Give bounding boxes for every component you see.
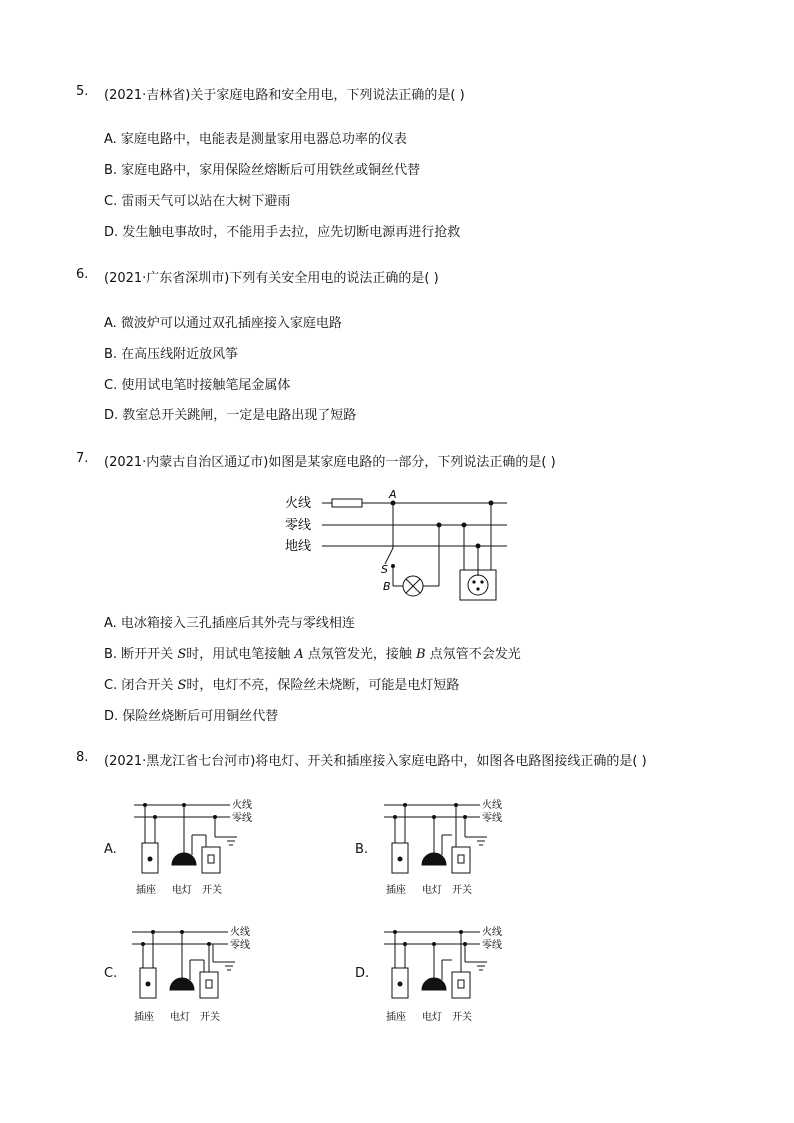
- switch-label: 开关: [452, 885, 472, 896]
- junction-dot: [391, 564, 395, 568]
- option-b: B. 断开开关 S时，用试电笔接触 A 点氖管发光，接触 B 点氖管不会发光: [104, 647, 521, 662]
- choice-a-label: A.: [104, 842, 117, 857]
- lamp-label: 电灯: [172, 885, 192, 896]
- junction-dot: [462, 523, 467, 528]
- switch-s-label: S: [381, 563, 388, 576]
- question-number: 8.: [76, 750, 89, 765]
- wiring-diagram-d: [378, 920, 513, 1025]
- point-a-label: A: [389, 488, 397, 501]
- choice-c-label: C.: [104, 966, 118, 981]
- fuse: [332, 499, 362, 507]
- lamp-label: 电灯: [422, 885, 442, 896]
- choice-b-label: B.: [355, 842, 369, 857]
- live-wire-label: 火线: [285, 496, 312, 511]
- socket-label: 插座: [386, 885, 406, 896]
- neutral-wire-label: 零线: [482, 940, 502, 951]
- switch-label: 开关: [202, 885, 222, 896]
- option-b: B. 家庭电路中，家用保险丝熔断后可用铁丝或铜丝代替: [104, 163, 421, 178]
- option-d: D. 发生触电事故时，不能用手去拉，应先切断电源再进行抢救: [104, 225, 461, 240]
- question-stem: (2021·吉林省)关于家庭电路和安全用电，下列说法正确的是( ): [104, 88, 465, 103]
- question-number: 6.: [76, 267, 89, 282]
- junction-dot: [437, 523, 442, 528]
- option-c: C. 闭合开关 S时，电灯不亮，保险丝未烧断，可能是电灯短路: [104, 678, 460, 693]
- neutral-wire-label: 零线: [285, 518, 312, 533]
- question-number: 7.: [76, 451, 89, 466]
- switch-label: 开关: [200, 1012, 220, 1023]
- lamp-label: 电灯: [422, 1012, 442, 1023]
- option-d: D. 保险丝烧断后可用铜丝代替: [104, 709, 279, 724]
- socket-hole: [476, 587, 479, 590]
- option-c: C. 雷雨天气可以站在大树下避雨: [104, 194, 291, 209]
- neutral-wire-label: 零线: [232, 813, 252, 824]
- socket-icon: [468, 575, 488, 595]
- household-circuit-diagram: [282, 486, 512, 602]
- question-stem: (2021·内蒙古自治区通辽市)如图是某家庭电路的一部分，下列说法正确的是( ): [104, 455, 556, 470]
- live-wire-label: 火线: [482, 927, 502, 938]
- question-number: 5.: [76, 84, 89, 99]
- option-a: A. 微波炉可以通过双孔插座接入家庭电路: [104, 316, 342, 331]
- option-d: D. 教室总开关跳闸，一定是电路出现了短路: [104, 408, 357, 423]
- wiring-diagram-c: [126, 920, 261, 1025]
- question-stem: (2021·广东省深圳市)下列有关安全用电的说法正确的是( ): [104, 271, 439, 286]
- wiring-diagram-a: [128, 795, 263, 900]
- question-stem: (2021·黑龙江省七台河市)将电灯、开关和插座接入家庭电路中，如图各电路图接线正确的是( ): [104, 754, 647, 769]
- junction-dot: [391, 501, 396, 506]
- junction-dot: [489, 501, 494, 506]
- earth-wire-label: 地线: [285, 539, 312, 554]
- choice-d-label: D.: [355, 966, 370, 981]
- lamp-label: 电灯: [170, 1012, 190, 1023]
- live-wire-label: 火线: [232, 800, 252, 811]
- socket-hole: [472, 580, 475, 583]
- junction-dot: [476, 544, 481, 549]
- option-c: C. 使用试电笔时接触笔尾金属体: [104, 378, 291, 393]
- option-b: B. 在高压线附近放风筝: [104, 347, 239, 362]
- socket-label: 插座: [136, 885, 156, 896]
- live-wire-label: 火线: [482, 800, 502, 811]
- switch-label: 开关: [452, 1012, 472, 1023]
- socket-hole: [480, 580, 483, 583]
- neutral-wire-label: 零线: [482, 813, 502, 824]
- wiring-diagram-b: [378, 795, 513, 900]
- live-wire-label: 火线: [230, 927, 250, 938]
- option-a: A. 电冰箱接入三孔插座后其外壳与零线相连: [104, 616, 355, 631]
- socket-label: 插座: [134, 1012, 154, 1023]
- switch-blade: [385, 548, 393, 564]
- neutral-wire-label: 零线: [230, 940, 250, 951]
- socket-label: 插座: [386, 1012, 406, 1023]
- option-a: A. 家庭电路中，电能表是测量家用电器总功率的仪表: [104, 132, 407, 147]
- point-b-label: B: [383, 580, 391, 593]
